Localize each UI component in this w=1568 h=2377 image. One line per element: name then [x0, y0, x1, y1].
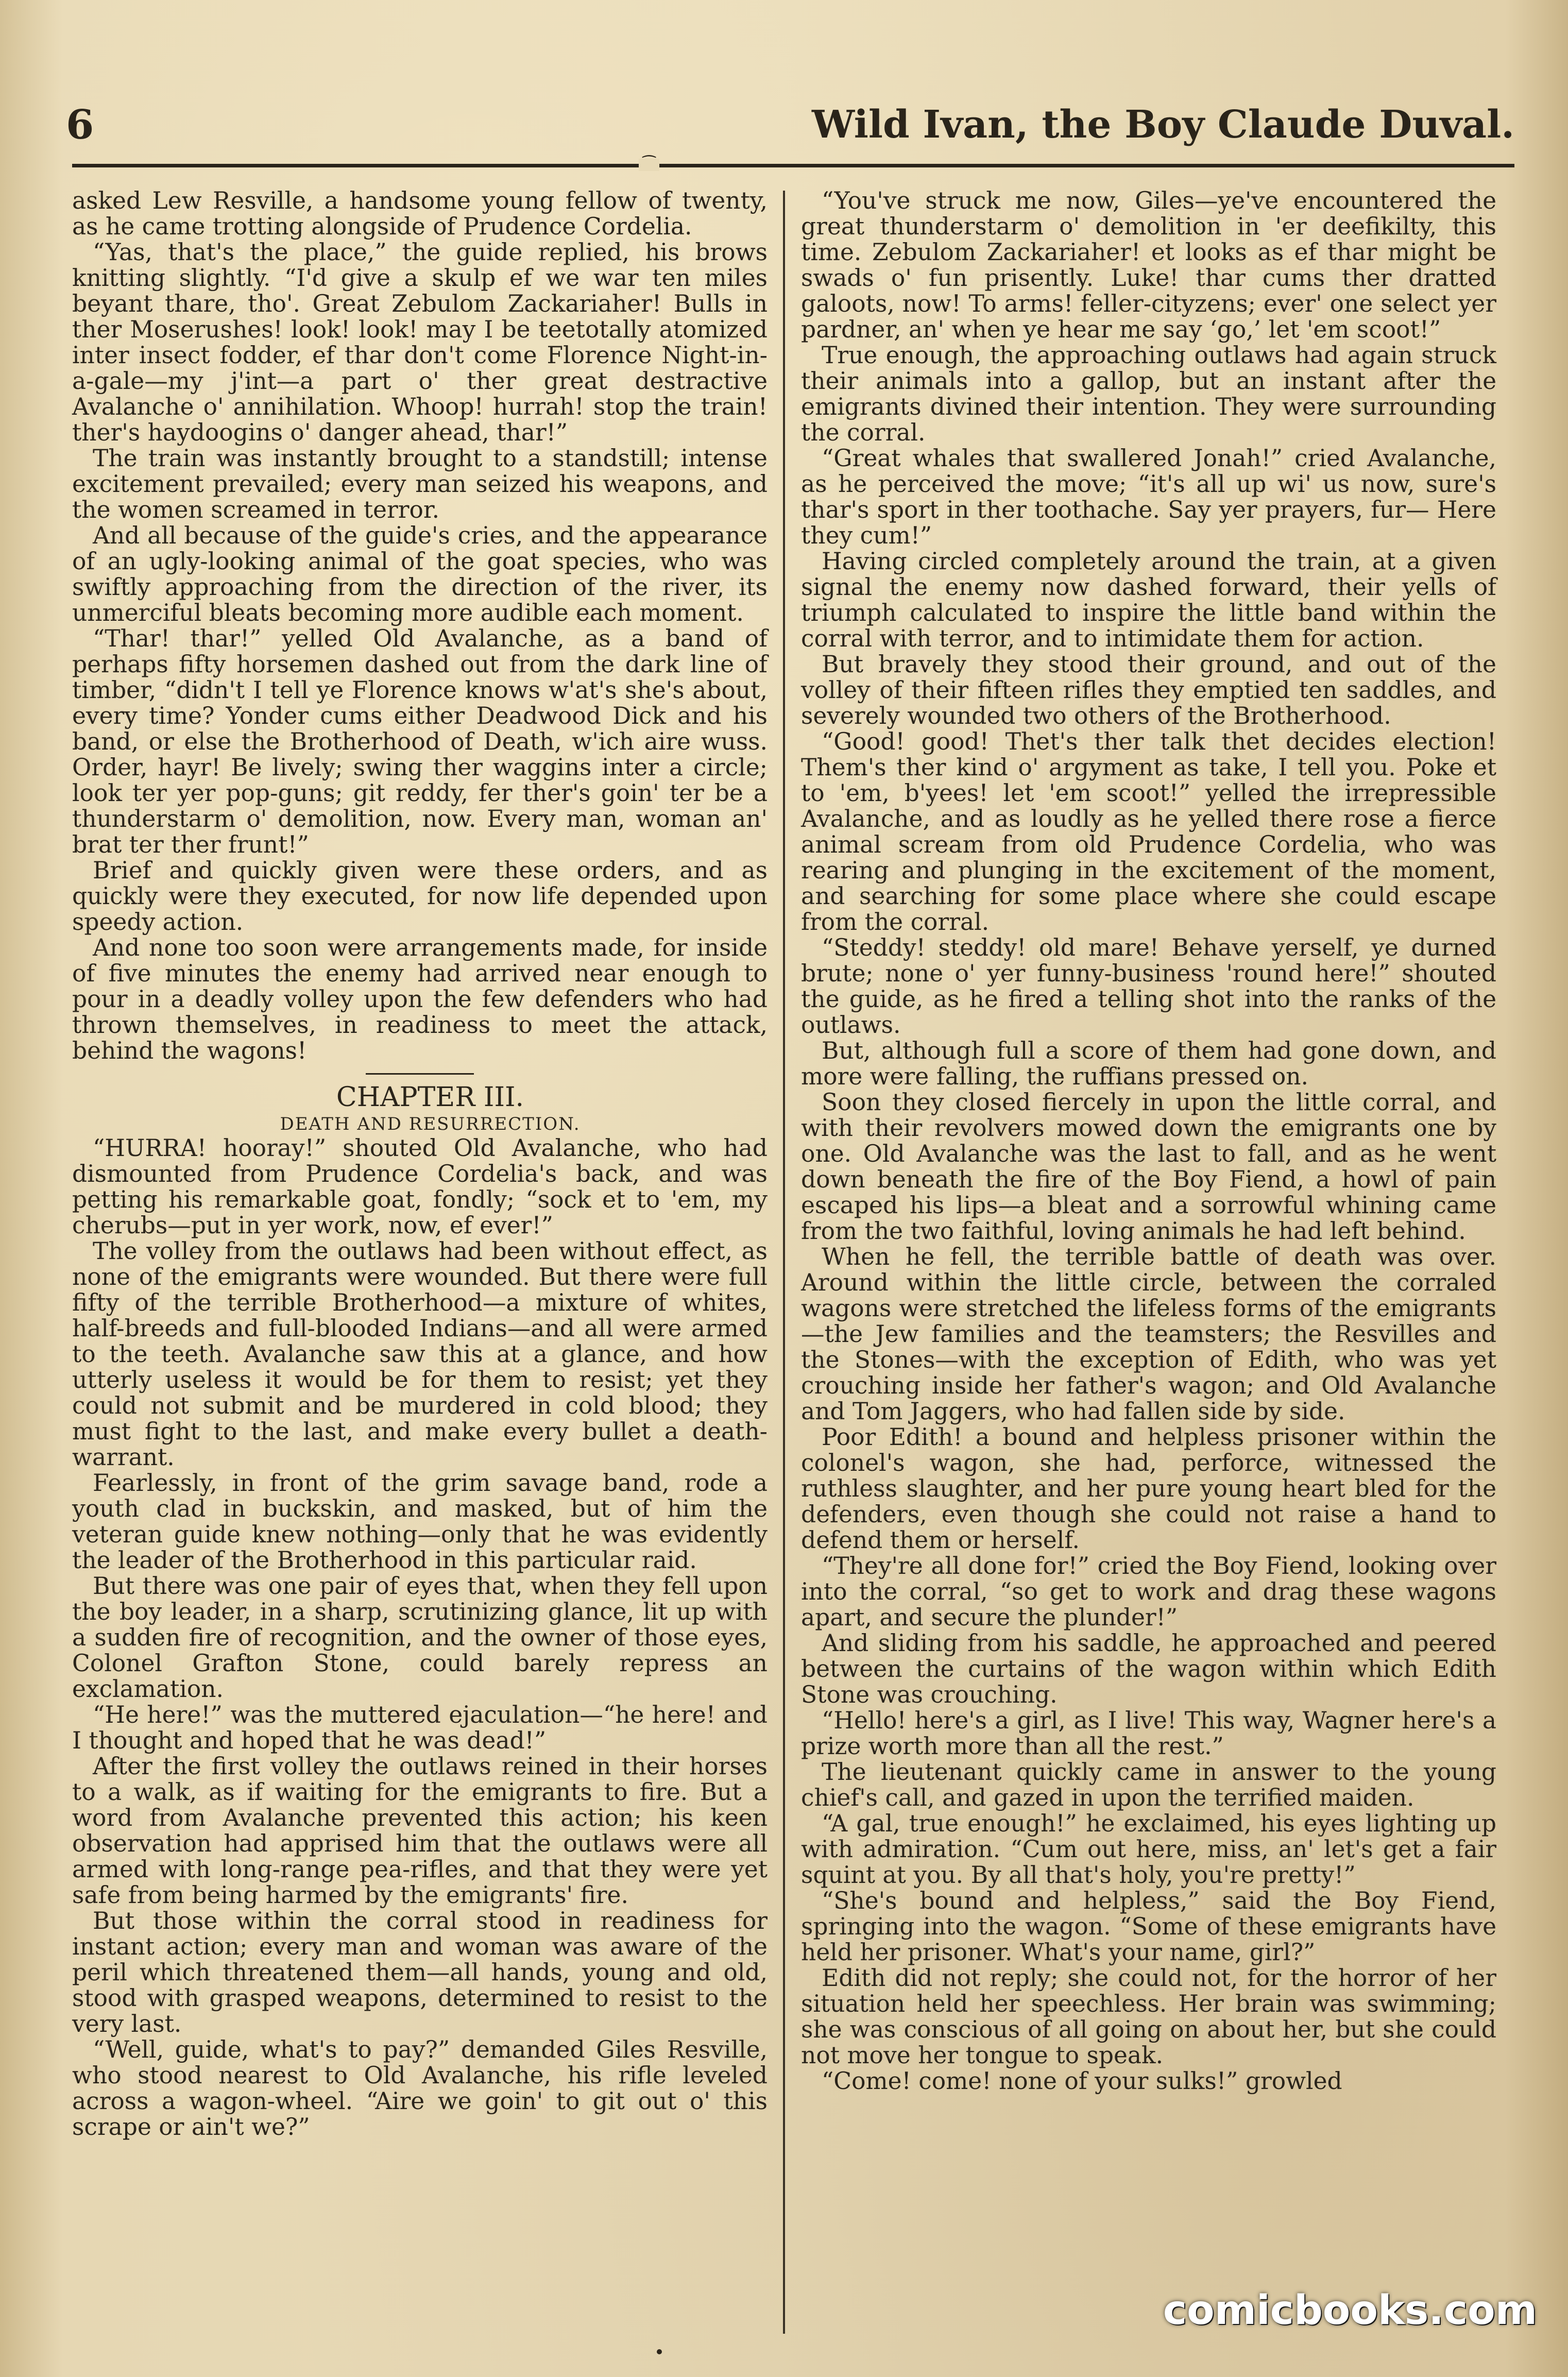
chapter-heading: CHAPTER III.: [336, 1082, 524, 1113]
paragraph: “Thar! thar!” yelled Old Avalanche, as a band of perhaps fifty horsemen dashed out from the dark line of timber, “didn't I tell ye Florence knows w'at's she's about, every time? Yonder cums either Deadwood Dick and his band, or else the Brotherhood of Death, w'ich aire wuss. Order, hayr! Be lively; swing ther waggins inter a circle; look ter yer pop-guns; git reddy, fer ther's goin' ter be a thunderstarm o' demolition, now. Every man, woman an' brat ter ther frunt!”: [72, 625, 768, 858]
paragraph: “Good! good! Thet's ther talk thet decides election! Them's ther kind o' argyment as take, I tell you. Poke et to 'em, b'yees! let 'em scoot!” yelled the irrepressible Avalanche, and as loudly as he yelled there rose a fierce animal scream from old Prudence Cordelia, who was rearing and plunging in the excitement of the moment, and searching for some place where she could escape from the corral.: [801, 728, 1496, 936]
paragraph: And none too soon were arrangements made, for inside of five minutes the enemy had arrived near enough to pour in a deadly volley upon the few defenders who had thrown themselves, in readiness to meet the attack, behind the wagons!: [72, 934, 768, 1064]
paragraph: Edith did not reply; she could not, for the horror of her situation held her speechless. Her brain was swimming; she was conscious of all going on about her, but she could not move her tongue to speak.: [801, 1964, 1496, 2069]
paragraph: Having circled completely around the train, at a given signal the enemy now dashed forward, their yells of triumph calculated to inspire the little band within the corral with terror, and to intimidate them for action.: [801, 548, 1496, 652]
header-rule: [72, 164, 1514, 167]
paragraph: But, although full a score of them had gone down, and more were falling, the ruffians pressed on.: [801, 1037, 1496, 1090]
paragraph: True enough, the approaching outlaws had again struck their animals into a gallop, but an instant after the emigrants divined their intention. They were surrounding the corral.: [801, 342, 1496, 446]
paragraph: “She's bound and helpless,” said the Boy Fiend, springing into the wagon. “Some of these emigrants have held her prisoner. What's your name, girl?”: [801, 1887, 1496, 1966]
watermark: comicbooks.com: [1163, 2287, 1537, 2334]
paragraph: “Great whales that swallered Jonah!” cried Avalanche, as he perceived the move; “it's all up wi' us now, sure's thar's sport in ther toothache. Say yer prayers, fur— Here they cum!”: [801, 445, 1496, 549]
paragraph: Brief and quickly given were these orders, and as quickly were they executed, for now life depended upon speedy action.: [72, 857, 768, 936]
paragraph: “Yas, that's the place,” the guide replied, his brows knitting slightly. “I'd give a skulp ef we war ten miles beyant thare, tho'. Great Zebulom Zackariaher! Bulls in ther Moserushes! look! look! may I be teetotally atomized inter insect fodder, ef thar don't come Florence Night-in-a-gale—my j'int—a part o' ther great destractive Avalanche o' annihilation. Whoop! hurrah! stop the train! ther's haydoogins o' danger ahead, thar!”: [72, 239, 768, 446]
paragraph: “They're all done for!” cried the Boy Fiend, looking over into the corral, “so get to work and drag these wagons apart, and secure the plunder!”: [801, 1552, 1496, 1631]
paragraph: “Well, guide, what's to pay?” demanded Giles Resville, who stood nearest to Old Avalanche, his rifle leveled across a wagon-wheel. “Aire we goin' to git out o' this scrape or ain't we?”: [72, 2036, 768, 2141]
running-title: Wild Ivan, the Boy Claude Duval.: [811, 103, 1514, 147]
bottom-dot: [657, 2349, 662, 2354]
column-divider: [783, 191, 785, 2334]
left-column: [72, 188, 768, 2311]
paragraph: When he fell, the terrible battle of death was over. Around within the little circle, between the corraled wagons were stretched the lifeless forms of the emigrants—the Jew families and the teamsters; the Resvilles and the Stones—with the exception of Edith, who was yet crouching inside her father's wagon; and Old Avalanche and Tom Jaggers, who had fallen side by side.: [801, 1243, 1496, 1425]
paragraph: The train was instantly brought to a standstill; intense excitement prevailed; every man seized his weapons, and the women screamed in terror.: [72, 445, 768, 523]
paragraph: “HURRA! hooray!” shouted Old Avalanche, who had dismounted from Prudence Cordelia's back, and was petting his remarkable goat, fondly; “sock et to 'em, my cherubs—put in yer work, now, ef ever!”: [72, 1134, 768, 1239]
paragraph: Poor Edith! a bound and helpless prisoner within the colonel's wagon, she had, perforce, witnessed the ruthless slaughter, and her pure young heart bled for the defenders, even though she could not raise a hand to defend them or herself.: [801, 1423, 1496, 1554]
chapter-rule: [366, 1073, 474, 1075]
paragraph: “Steddy! steddy! old mare! Behave yerself, ye durned brute; none o' yer funny-business 'round here!” shouted the guide, as he fired a telling shot into the ranks of the outlaws.: [801, 934, 1496, 1039]
paragraph: Fearlessly, in front of the grim savage band, rode a youth clad in buckskin, and masked, but of him the veteran guide knew nothing—only that he was evidently the leader of the Brotherhood in this particular raid.: [72, 1469, 768, 1574]
paragraph: “Come! come! none of your sulks!” growled: [822, 2067, 1342, 2095]
paragraph: The lieutenant quickly came in answer to the young chief's call, and gazed in upon the terrified maiden.: [801, 1758, 1496, 1811]
paragraph: But those within the corral stood in readiness for instant action; every man and woman was aware of the peril which threatened them—all hands, young and old, stood with grasped weapons, determined to resist to the very last.: [72, 1907, 768, 2038]
paragraph: “You've struck me now, Giles—ye've encountered the great thunderstarm o' demolition in 'er deefikilty, this time. Zebulom Zackariaher! et looks as ef thar might be swads o' fun prisently. Luke! thar cums ther dratted galoots, now! To arms! feller-cityzens; ever' one select yer pardner, an' when ye hear me say ‘go,’ let 'em scoot!”: [801, 187, 1496, 343]
chapter-subheading: DEATH AND RESURRECTION.: [280, 1114, 581, 1134]
paragraph: “He here!” was the muttered ejaculation—“he here! and I thought and hoped that he was dead!”: [72, 1701, 768, 1754]
paragraph: asked Lew Resville, a handsome young fellow of twenty, as he came trotting alongside of Prudence Cordelia.: [72, 187, 768, 240]
paragraph: “A gal, true enough!” he exclaimed, his eyes lighting up with admiration. “Cum out here, miss, an' let's get a fair squint at you. By all that's holy, you're pretty!”: [801, 1810, 1496, 1889]
paragraph: The volley from the outlaws had been without effect, as none of the emigrants were wounded. But there were full fifty of the terrible Brotherhood—a mixture of whites, half-breeds and full-blooded Indians—and all were armed to the teeth. Avalanche saw this at a glance, and how utterly useless it would be for them to resist; yet they could not submit and be murdered in cold blood; they must fight to the last, and make every bullet a death-warrant.: [72, 1237, 768, 1471]
page-number: 6: [66, 101, 94, 148]
right-column: [801, 188, 1496, 2311]
page-header: [62, 95, 1514, 152]
paragraph: After the first volley the outlaws reined in their horses to a walk, as if waiting for the emigrants to fire. But a word from Avalanche prevented this action; his keen observation had apprised him that the outlaws were all armed with long-range pea-rifles, and that they were yet safe from being harmed by the emigrants' fire.: [72, 1753, 768, 1909]
rule-ornament: ⁀: [639, 159, 659, 171]
paragraph: And sliding from his saddle, he approached and peered between the curtains of the wagon within which Edith Stone was crouching.: [801, 1629, 1496, 1708]
paragraph: Soon they closed fiercely in upon the little corral, and with their revolvers mowed down the emigrants one by one. Old Avalanche was the last to fall, and as he went down beneath the fire of the Boy Fiend, a howl of pain escaped his lips—a bleat and a sorrowful whining came from the two faithful, loving animals he had left behind.: [801, 1089, 1496, 1245]
paragraph: But there was one pair of eyes that, when they fell upon the boy leader, in a sharp, scrutinizing glance, lit up with a sudden fire of recognition, and the owner of those eyes, Colonel Grafton Stone, could barely repress an exclamation.: [72, 1572, 768, 1703]
paragraph: And all because of the guide's cries, and the appearance of an ugly-looking animal of the goat species, who was swiftly approaching from the direction of the river, its unmerciful bleats becoming more audible each moment.: [72, 522, 768, 626]
paragraph: “Hello! here's a girl, as I live! This way, Wagner here's a prize worth more than all the rest.”: [801, 1707, 1496, 1760]
paragraph: But bravely they stood their ground, and out of the volley of their fifteen rifles they emptied ten saddles, and severely wounded two others of the Brotherhood.: [801, 651, 1496, 729]
